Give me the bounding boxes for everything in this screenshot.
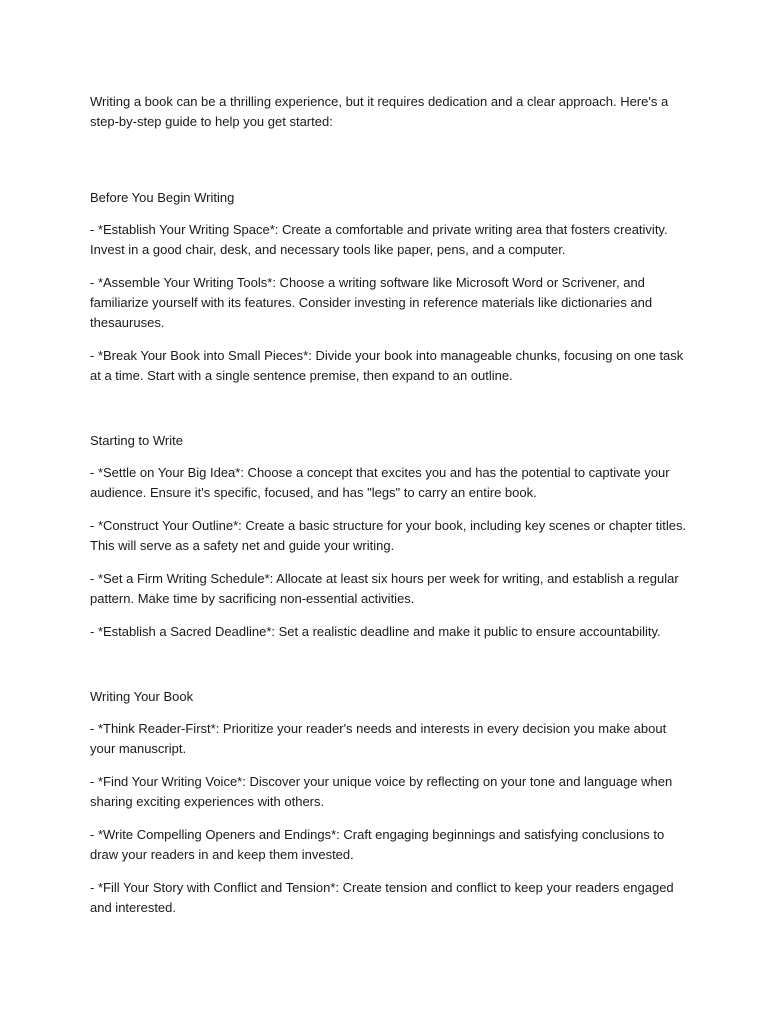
list-item: - *Fill Your Story with Conflict and Tension*: Create tension and conflict to keep your readers engaged and interested. (90, 880, 674, 915)
section-heading: Before You Begin Writing (90, 190, 235, 205)
section-heading: Writing Your Book (90, 689, 194, 704)
list-item: - *Establish Your Writing Space*: Create a comfortable and private writing area that fosters creativity. Invest in a good chair, desk, and necessary tools like paper, pens, and a computer. (90, 222, 668, 257)
section-before-you-begin (90, 188, 690, 386)
list-item: - *Find Your Writing Voice*: Discover your unique voice by reflecting on your tone and language when sharing exciting experiences with others. (90, 774, 673, 809)
list-item: - *Write Compelling Openers and Endings*: Craft engaging beginnings and satisfying conclusions to draw your readers in and keep them invested. (90, 827, 665, 862)
section-heading: Starting to Write (90, 433, 183, 448)
list-item: - *Establish a Sacred Deadline*: Set a realistic deadline and make it public to ensure accountability. (90, 624, 661, 639)
list-item: - *Settle on Your Big Idea*: Choose a concept that excites you and has the potential to captivate your audience. Ensure it's specific, focused, and has "legs" to carry an entire book. (90, 465, 670, 500)
list-item: - *Assemble Your Writing Tools*: Choose a writing software like Microsoft Word or Scrivener, and familiarize yourself with its features. Consider investing in reference materials like dictionaries and thesauruses. (90, 275, 653, 330)
list-item: - *Break Your Book into Small Pieces*: Divide your book into manageable chunks, focusing on one task at a time. Start with a single sentence premise, then expand to an outline. (90, 348, 684, 383)
section-writing-your-book (90, 687, 690, 918)
intro-paragraph: Writing a book can be a thrilling experience, but it requires dedication and a clear approach. Here's a step-by-step guide to help you get started: (90, 94, 669, 129)
list-item: - *Set a Firm Writing Schedule*: Allocate at least six hours per week for writing, and establish a regular pattern. Make time by sacrificing non-essential activities. (90, 571, 679, 606)
document-page (90, 92, 690, 931)
list-item: - *Construct Your Outline*: Create a basic structure for your book, including key scenes or chapter titles. This will serve as a safety net and guide your writing. (90, 518, 687, 553)
list-item: - *Think Reader-First*: Prioritize your reader's needs and interests in every decision you make about your manuscript. (90, 721, 667, 756)
section-starting-to-write (90, 431, 690, 642)
